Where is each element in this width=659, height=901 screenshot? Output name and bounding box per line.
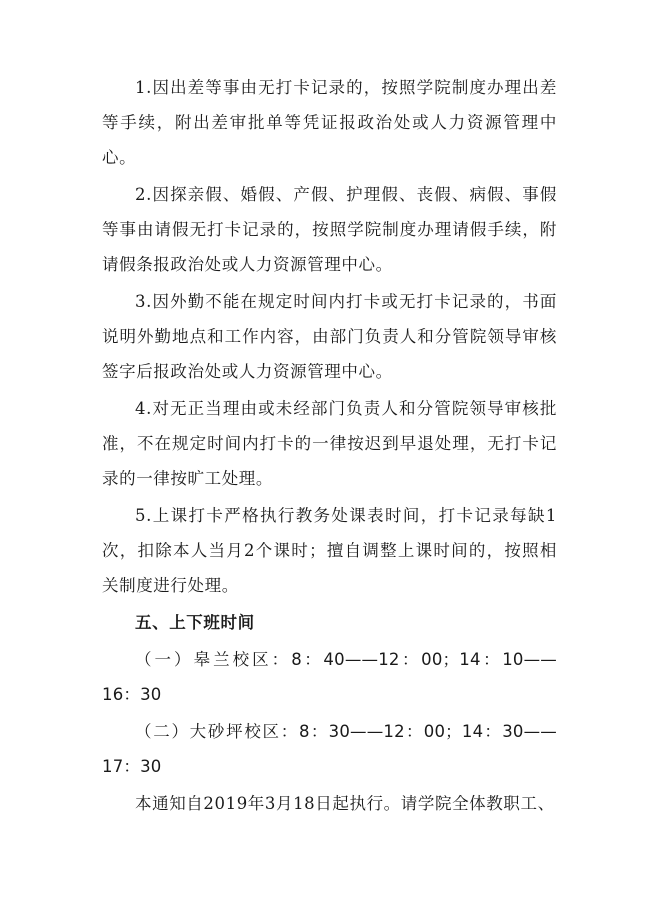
rule-item-2: 2.因探亲假、婚假、产假、护理假、丧假、病假、事假等事由请假无打卡记录的，按照学院制度办理请假手续，附请假条报政治处或人力资源管理中心。 — [102, 185, 557, 274]
section-heading-work-hours: 五、上下班时间 — [135, 613, 255, 632]
rule-item-1: 1.因出差等事由无打卡记录的，按照学院制度办理出差等手续，附出差审批单等凭证报政治处或人力资源管理中心。 — [102, 78, 557, 167]
campus-gaolan-hours — [102, 642, 557, 712]
document-page — [102, 70, 557, 821]
campus-dashaping-times: 8：30——12：00；14：30——17：30 — [102, 722, 558, 776]
closing-paragraph: 本通知自2019年3月18日起执行。请学院全体教职工、 — [135, 794, 555, 813]
campus-dashaping-label: （二）大砂坪校区： — [135, 722, 299, 741]
rule-item-4: 4.对无正当理由或未经部门负责人和分管院领导审核批准，不在规定时间内打卡的一律按迟到早退处理，无打卡记录的一律按旷工处理。 — [102, 399, 557, 488]
campus-gaolan-times: 8：40——12：00；14：10——16：30 — [102, 650, 557, 704]
rule-item-3: 3.因外勤不能在规定时间内打卡或无打卡记录的，书面说明外勤地点和工作内容，由部门负责人和分管院领导审核签字后报政治处或人力资源管理中心。 — [102, 292, 557, 381]
campus-gaolan-label: （一）皋兰校区： — [135, 650, 292, 669]
rule-item-5: 5.上课打卡严格执行教务处课表时间，打卡记录每缺1次，扣除本人当月2个课时；擅自调整上课时间的，按照相关制度进行处理。 — [102, 506, 557, 595]
campus-dashaping-hours — [102, 714, 557, 784]
